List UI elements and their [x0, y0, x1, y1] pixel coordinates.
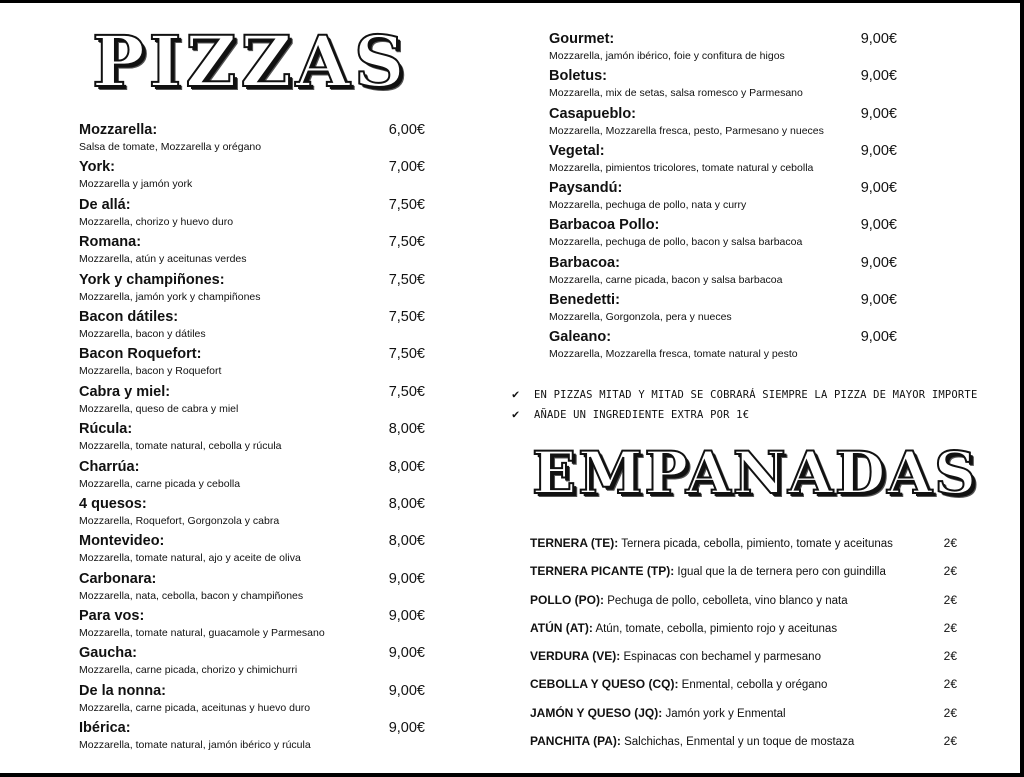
- pizza-price: 8,00€: [388, 533, 425, 550]
- pizza-name: Gourmet:: [549, 31, 615, 47]
- empanada-price: 2€: [943, 592, 957, 607]
- pizza-price: 9,00€: [860, 31, 897, 47]
- empanada-price: 2€: [943, 705, 957, 720]
- note-text: AÑADE UN INGREDIENTE EXTRA POR 1€: [534, 409, 750, 421]
- empanada-name: PANCHITA (PA):: [530, 734, 621, 749]
- pizza-name: Bacon dátiles:: [79, 308, 179, 325]
- pizza-name: Bacon Roquefort:: [79, 346, 202, 363]
- pizza-name: Para vos:: [79, 608, 145, 625]
- pizza-description: Mozzarella, queso de cabra y miel: [79, 402, 239, 415]
- pizza-description: Salsa de tomate, Mozzarella y orégano: [79, 141, 262, 153]
- pizza-item: [79, 121, 429, 158]
- pizza-name: Charrúa:: [79, 458, 140, 475]
- pizza-item: [79, 570, 429, 607]
- empanada-item: [530, 647, 960, 675]
- pizza-name: Vegetal:: [549, 142, 605, 159]
- pizza-name: Ibérica:: [79, 720, 131, 737]
- pizza-description: Mozzarella, carne picada, chorizo y chimichurri: [79, 664, 298, 677]
- pizza-name: Cabra y miel:: [79, 383, 171, 400]
- pizza-description: Mozzarella, bacon y Roquefort: [79, 365, 222, 378]
- pizza-item: [79, 495, 429, 532]
- pizza-price: 9,00€: [860, 142, 897, 159]
- pizza-item: [79, 233, 429, 270]
- pizza-name: 4 quesos:: [79, 495, 147, 512]
- empanada-item: [530, 619, 960, 647]
- empanada-name: VERDURA (VE):: [530, 649, 621, 664]
- pizza-item: [79, 158, 429, 195]
- pizza-item: [549, 30, 899, 67]
- pizza-description: Mozzarella, mix de setas, salsa romesco y Parmesano: [549, 87, 803, 100]
- pizza-description: Mozzarella, pimientos tricolores, tomate natural y cebolla: [549, 161, 814, 174]
- pizza-price: 8,00€: [388, 421, 425, 438]
- pizza-item: [549, 179, 899, 216]
- pizza-name: De la nonna:: [79, 682, 167, 699]
- pizza-name: Mozzarella:: [79, 122, 158, 138]
- pizza-item: [79, 420, 429, 457]
- checkmark-icon: ✔: [512, 407, 520, 421]
- pizza-price: 7,50€: [388, 308, 425, 325]
- pizza-description: Mozzarella, pechuga de pollo, nata y curry: [549, 199, 747, 212]
- pizza-description: Mozzarella, chorizo y huevo duro: [79, 215, 234, 228]
- empanada-description: Espinacas con bechamel y parmesano: [623, 651, 821, 664]
- pizza-item: [549, 328, 899, 365]
- pizza-item: [79, 196, 429, 233]
- empanada-description: Jamón york y Enmental: [665, 707, 786, 720]
- pizza-item: [79, 682, 429, 719]
- pizza-description: Mozzarella, Gorgonzola, pera y nueces: [549, 311, 732, 324]
- pizza-price: 9,00€: [860, 217, 897, 234]
- pizza-price: 8,00€: [388, 458, 425, 475]
- empanada-item: [530, 732, 960, 760]
- pizza-description: Mozzarella, tomate natural, ajo y aceite de oliva: [79, 552, 301, 565]
- pizza-price: 6,00€: [388, 122, 425, 138]
- pizza-description: Mozzarella, Mozzarella fresca, tomate natural y pesto: [549, 348, 798, 361]
- pizza-description: Mozzarella, pechuga de pollo, bacon y salsa barbacoa: [549, 236, 803, 249]
- pizza-price: 9,00€: [388, 720, 425, 737]
- pizza-item: [79, 644, 429, 681]
- pizza-description: Mozzarella, atún y aceitunas verdes: [79, 253, 247, 266]
- empanada-price: 2€: [943, 536, 957, 550]
- pizza-name: Boletus:: [549, 68, 607, 85]
- empanada-description: Igual que la de ternera pero con guindilla: [677, 566, 886, 579]
- pizza-name: De allá:: [79, 196, 131, 213]
- pizza-name: Galeano:: [549, 329, 612, 346]
- empanada-price: 2€: [943, 649, 957, 664]
- pizza-item: [79, 719, 429, 756]
- menu-sheet: [0, 3, 1020, 773]
- pizza-description: Mozzarella, carne picada, bacon y salsa barbacoa: [549, 273, 783, 286]
- empanada-name: POLLO (PO):: [530, 592, 604, 607]
- empanada-name: ATÚN (AT):: [530, 620, 593, 635]
- pizza-name: Gaucha:: [79, 645, 138, 662]
- pizza-description: Mozzarella, Mozzarella fresca, pesto, Parmesano y nueces: [549, 124, 824, 137]
- pizza-price: 9,00€: [860, 254, 897, 271]
- pizza-name: York:: [79, 159, 115, 176]
- pizza-description: Mozzarella, carne picada y cebolla: [79, 477, 241, 490]
- pizza-price: 7,50€: [388, 196, 425, 213]
- pizza-price: 8,00€: [388, 495, 425, 512]
- pizza-price: 7,50€: [388, 271, 425, 288]
- pizza-price: 9,00€: [860, 329, 897, 346]
- pizza-price: 9,00€: [388, 608, 425, 625]
- pizza-description: Mozzarella, tomate natural, guacamole y Parmesano: [79, 627, 325, 640]
- pizza-price: 7,00€: [388, 159, 425, 176]
- pizza-description: Mozzarella, bacon y dátiles: [79, 327, 206, 340]
- pizza-price: 9,00€: [860, 292, 897, 309]
- pizza-description: Mozzarella, tomate natural, jamón ibérico y rúcula: [79, 739, 311, 752]
- empanada-description: Ternera picada, cebolla, pimiento, tomate y aceitunas: [621, 538, 893, 550]
- empanada-item: [530, 562, 960, 590]
- empanada-name: CEBOLLA Y QUESO (CQ):: [530, 677, 679, 692]
- pizza-price: 9,00€: [860, 105, 897, 122]
- empanada-name: JAMÓN Y QUESO (JQ):: [530, 705, 663, 720]
- empanada-name: TERNERA (TE):: [530, 536, 619, 550]
- pizza-list-right: [549, 30, 899, 366]
- note-item: [512, 385, 977, 405]
- pizza-item: [549, 105, 899, 142]
- pizza-item: [549, 254, 899, 291]
- empanadas-title: EMPANADAS: [532, 439, 979, 507]
- pizza-name: Rúcula:: [79, 421, 133, 438]
- pizza-price: 7,50€: [388, 234, 425, 251]
- empanada-description: Enmental, cebolla y orégano: [681, 679, 828, 692]
- pizza-description: Mozzarella y jamón york: [79, 178, 193, 191]
- pizzas-title: PIZZAS: [92, 20, 409, 103]
- pizza-name: Carbonara:: [79, 570, 157, 587]
- pizza-list-left: [79, 121, 429, 757]
- pizza-name: Casapueblo:: [549, 105, 637, 122]
- pizza-item: [79, 607, 429, 644]
- pizza-description: Mozzarella, jamón ibérico, foie y confitura de higos: [549, 50, 785, 62]
- pizza-item: [549, 67, 899, 104]
- empanada-price: 2€: [943, 620, 957, 635]
- pizza-price: 9,00€: [388, 645, 425, 662]
- empanada-description: Atún, tomate, cebolla, pimiento rojo y aceitunas: [595, 622, 838, 635]
- pizza-price: 7,50€: [388, 383, 425, 400]
- pizza-name: Paysandú:: [549, 180, 623, 197]
- pizza-item: [79, 458, 429, 495]
- pizza-description: Mozzarella, nata, cebolla, bacon y champiñones: [79, 589, 304, 602]
- pizza-price: 7,50€: [388, 346, 425, 363]
- pizza-item: [549, 142, 899, 179]
- pizza-name: York y champiñones:: [79, 271, 225, 288]
- pizza-item: [79, 532, 429, 569]
- pizza-item: [549, 216, 899, 253]
- empanada-item: [530, 675, 960, 703]
- empanada-price: 2€: [943, 677, 957, 692]
- pizza-item: [79, 345, 429, 382]
- pizza-description: Mozzarella, Roquefort, Gorgonzola y cabra: [79, 514, 280, 527]
- empanadas-list: [530, 534, 960, 760]
- note-item: [512, 405, 977, 425]
- pizza-price: 9,00€: [860, 68, 897, 85]
- empanada-price: 2€: [943, 564, 957, 579]
- pizza-description: Mozzarella, tomate natural, cebolla y rúcula: [79, 440, 282, 453]
- empanada-item: [530, 591, 960, 619]
- pizza-name: Romana:: [79, 234, 142, 251]
- note-text: EN PIZZAS MITAD Y MITAD SE COBRARÁ SIEMPRE LA PIZZA DE MAYOR IMPORTE: [534, 389, 978, 401]
- pizza-item: [79, 271, 429, 308]
- empanada-name: TERNERA PICANTE (TP):: [530, 564, 675, 579]
- pizza-item: [549, 291, 899, 328]
- empanada-description: Salchichas, Enmental y un toque de mostaza: [624, 736, 855, 749]
- pizza-item: [79, 308, 429, 345]
- empanada-item: [530, 704, 960, 732]
- empanada-price: 2€: [943, 734, 957, 749]
- pizza-name: Barbacoa Pollo:: [549, 217, 660, 234]
- pizza-name: Benedetti:: [549, 292, 620, 309]
- pizza-price: 9,00€: [388, 682, 425, 699]
- pizza-name: Barbacoa:: [549, 254, 620, 271]
- pizza-description: Mozzarella, jamón york y champiñones: [79, 290, 261, 303]
- empanada-description: Pechuga de pollo, cebolleta, vino blanco y nata: [607, 594, 848, 607]
- pizza-item: [79, 383, 429, 420]
- pizza-price: 9,00€: [388, 570, 425, 587]
- checkmark-icon: ✔: [512, 387, 520, 401]
- pizza-name: Montevideo:: [79, 533, 165, 550]
- pizza-description: Mozzarella, carne picada, aceitunas y huevo duro: [79, 701, 311, 714]
- pizza-price: 9,00€: [860, 180, 897, 197]
- notes-list: [512, 385, 977, 425]
- empanada-item: [530, 534, 960, 562]
